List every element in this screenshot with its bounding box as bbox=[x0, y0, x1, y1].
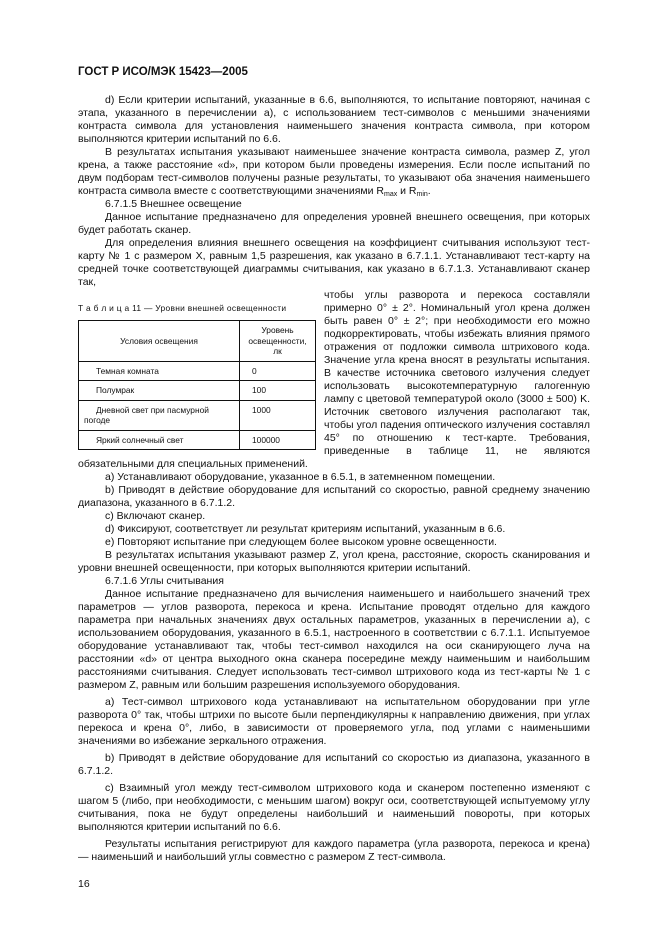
table-11 bbox=[78, 292, 316, 450]
list-item: а) Тест-символ штрихового кода устанавливают на испытательном оборудовании при угле разворота 0° так, чтобы штрихи по высоте были перпендикулярны к направлению движения, при углах перекоса и крена 0°, либо, в зависимости от проверяемого угла, под углами с наименьшими значениями во избежание зеркального отражения. bbox=[78, 696, 590, 747]
subscript: min bbox=[416, 191, 428, 198]
column-header: Условия освещения bbox=[79, 321, 240, 362]
paragraph: Данное испытание предназначено для определения уровней внешнего освещения, при которых будет работать сканер. bbox=[78, 211, 590, 236]
paragraph: чтобы углы разворота и перекоса составляли примерно 0° ± 2°. Номинальный угол крена должен быть равен 0° ± 2°; при необходимости его можно подкорректировать, чтобы избежать влияния прямого отражения от подложки символа штрихового кода. Значение угла крена вносят в результаты испытания. В качестве источника светового излучения следует использовать высокотемпературную галогенную лампу с цветовой температурой около (3000 ± 500) K. Источник светового излучения располагают так, чтобы угол падения оптического излучения составлял 45° по отношению к тест-карте. Требования, приведенные в таблице 11, не являются обязательными для специальных применений. bbox=[78, 289, 590, 470]
table-row bbox=[79, 381, 316, 401]
illumination-table bbox=[78, 320, 316, 450]
paragraph-text: и R bbox=[397, 185, 417, 197]
subscript: max bbox=[383, 191, 398, 198]
section-heading: 6.7.1.6 Углы считывания bbox=[105, 575, 224, 587]
table-header-row bbox=[79, 321, 316, 362]
page-number: 16 bbox=[78, 878, 90, 890]
table-caption: Т а б л и ц а 11 — Уровни внешней освещенности bbox=[78, 303, 287, 313]
paragraph: Данное испытание предназначено для вычисления наименьшего и наибольшего значений трех параметров — углов разворота, перекоса и крена. Испытание проводят отдельно для каждого параметра при начальных значениях двух остальных параметров, указанных в перечислении а), с использованием оборудования, указанного в 6.5.1, настроенного в соответствии с 6.7.1.1. Испытуемое оборудование устанавливают так, чтобы тест-символ находился на оси сканирующего луча на расстоянии «d» от центра выходного окна сканера посередине между наименьшим и наибольшим расстояниями считывания. Следует использовать тест-символ штрихового кода из тест-карты № 1 с размером Z, равным или большим разрешения используемого оборудования. bbox=[78, 588, 590, 691]
table-row bbox=[79, 361, 316, 381]
column-header: Уровень освещенности, лк bbox=[240, 321, 316, 362]
table-row bbox=[79, 430, 316, 450]
list-item: c) Включают сканер. bbox=[105, 510, 206, 522]
table-wrap-section bbox=[78, 289, 590, 471]
section-heading: 6.7.1.5 Внешнее освещение bbox=[105, 198, 242, 210]
table-cell: 0 bbox=[240, 361, 316, 381]
table-cell: Яркий солнечный свет bbox=[79, 430, 240, 450]
table-cell: 100 bbox=[240, 381, 316, 401]
table-cell: 1000 bbox=[240, 400, 316, 430]
paragraph-text: В результатах испытания указывают наименьшее значение контраста символа, размер Z, угол крена, а также расстояние «d», при котором были проведены измерения. Если после испытаний по двум подборам тест-символов получены разные результаты, то указывают оба значения наименьшего контраста символа вместе с соответствующими значениями R bbox=[78, 146, 590, 197]
document-body bbox=[78, 94, 590, 864]
table-cell: Дневной свет при пасмурной погоде bbox=[79, 400, 240, 430]
document-header: ГОСТ Р ИСО/МЭК 15423—2005 bbox=[78, 66, 248, 78]
list-item: e) Повторяют испытание при следующем более высоком уровне освещенности. bbox=[105, 536, 497, 548]
paragraph: Результаты испытания регистрируют для каждого параметра (угла разворота, перекоса и крена) — наименьший и наибольший углы совместно с размером Z тест-символа. bbox=[78, 838, 590, 863]
table-cell: 100000 bbox=[240, 430, 316, 450]
list-item: а) Устанавливают оборудование, указанное в 6.5.1, в затемненном помещении. bbox=[105, 471, 496, 483]
table-row bbox=[79, 400, 316, 430]
list-item: b) Приводят в действие оборудование для испытаний со скоростью из диапазона, указанного в 6.7.1.2. bbox=[78, 752, 590, 777]
paragraph: Для определения влияния внешнего освещения на коэффициент считывания используют тест-карту № 1 с размером X, равным 1,5 разрешения, как указано в 6.7.1.1. Устанавливают тест-карту на средней точке соответствующей диаграммы считывания, как указано в 6.7.1.3. Устанавливают сканер так, bbox=[78, 237, 590, 288]
paragraph: d) Если критерии испытаний, указанные в 6.6, выполняются, то испытание повторяют, начиная с этапа, указанного в перечислении а), с использованием тест-символов с меньшими значениями контраста символа для установления наименьшего значения контраста символа, при котором выполняются критерии испытаний по 6.6. bbox=[78, 94, 590, 145]
paragraph: В результатах испытания указывают размер Z, угол крена, расстояние, скорость сканирования и уровни внешней освещенности, при которых выполняются критерии испытаний. bbox=[78, 549, 590, 574]
table-cell: Темная комната bbox=[79, 361, 240, 381]
paragraph bbox=[78, 146, 590, 198]
list-item: b) Приводят в действие оборудование для испытаний со скоростью, равной среднему значению диапазона, указанного в 6.7.1.2. bbox=[78, 484, 590, 509]
list-item: d) Фиксируют, соответствует ли результат критериям испытаний, указанным в 6.6. bbox=[105, 523, 506, 535]
table-cell: Полумрак bbox=[79, 381, 240, 401]
paragraph-text: . bbox=[427, 185, 431, 197]
list-item: c) Взаимный угол между тест-символом штрихового кода и сканером постепенно изменяют с шагом 5 (либо, при необходимости, с меньшим шагом) вокруг оси, соответствующей испытуемому углу считывания, пока не будут определены наибольший и наименьший повороты, при которых выполняются критерии испытаний по 6.6. bbox=[78, 782, 590, 833]
